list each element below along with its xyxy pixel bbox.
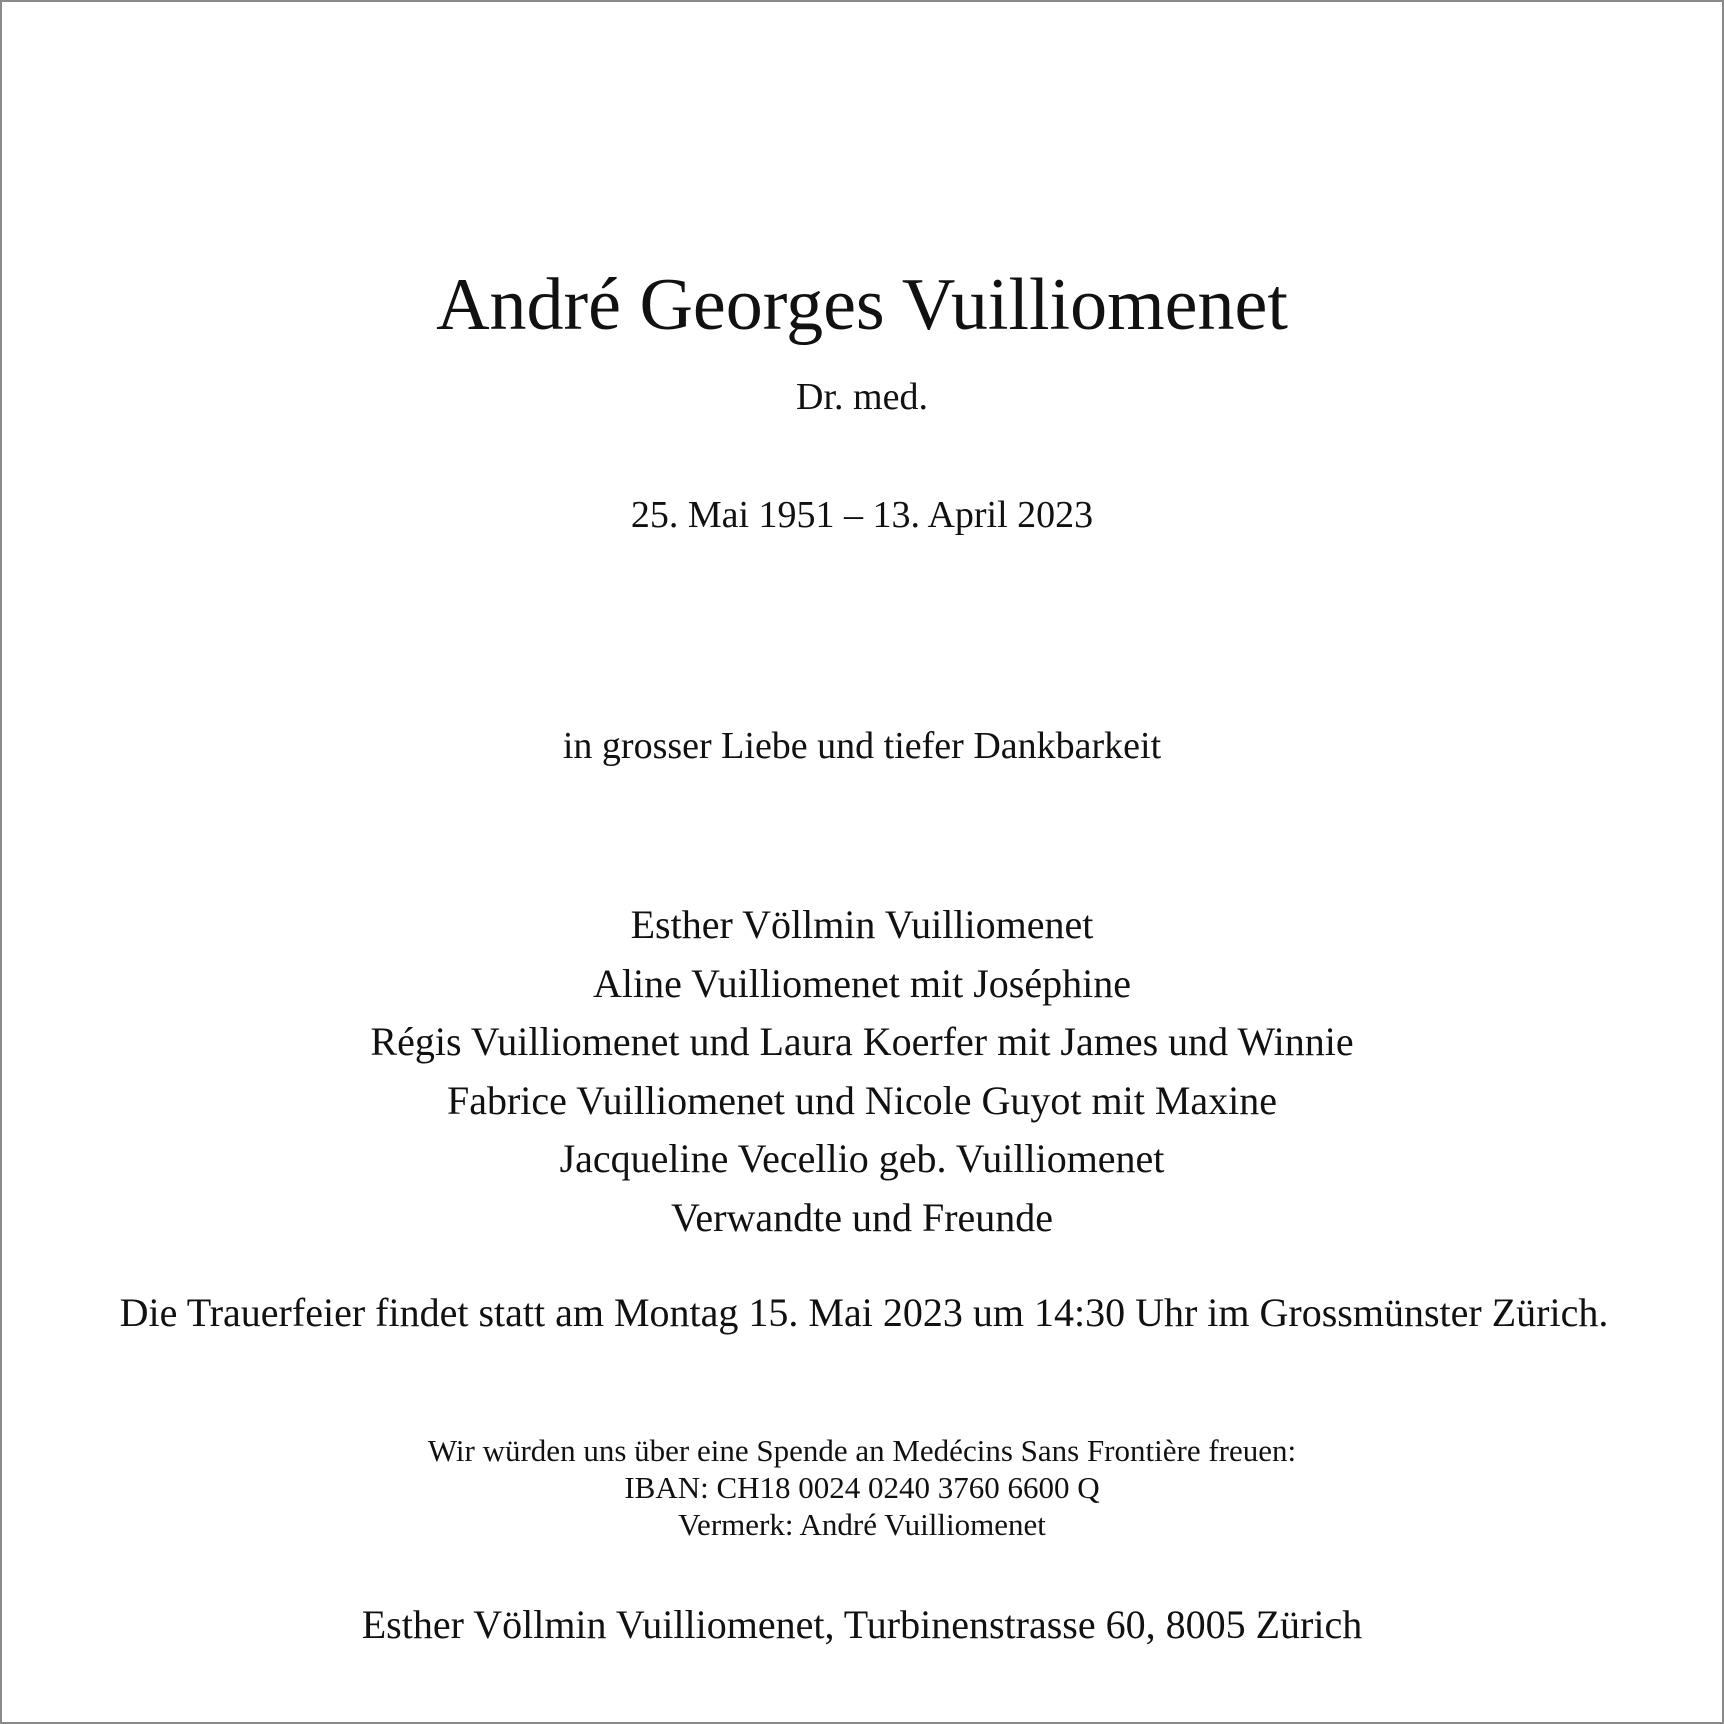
mourner-line: Fabrice Vuilliomenet und Nicole Guyot mit Maxine	[446, 1077, 1278, 1123]
donation-block	[2, 1432, 1722, 1543]
mourner-line: Esther Völlmin Vuilliomenet	[630, 902, 1094, 947]
academic-title: Dr. med.	[796, 376, 928, 418]
dedication-line: in grosser Liebe und tiefer Dankbarkeit	[562, 725, 1162, 767]
contact-address: Esther Völlmin Vuilliomenet, Turbinenstrasse 60, 8005 Zürich	[361, 1602, 1363, 1647]
mourner-line: Aline Vuilliomenet mit Joséphine	[593, 960, 1131, 1006]
donation-reference: Vermerk: André Vuilliomenet	[678, 1507, 1046, 1542]
life-dates: 25. Mai 1951 – 13. April 2023	[630, 494, 1094, 536]
mourner-line: Régis Vuilliomenet und Laura Koerfer mit James und Winnie	[370, 1019, 1354, 1064]
mourners-list	[2, 896, 1722, 1247]
mourner-line: Verwandte und Freunde	[670, 1194, 1054, 1240]
mourner-line: Jacqueline Vecellio geb. Vuilliomenet	[559, 1136, 1165, 1181]
deceased-name: André Georges Vuilliomenet	[436, 264, 1288, 346]
ceremony-announcement: Die Trauerfeier findet statt am Montag 15. Mai 2023 um 14:30 Uhr im Grossmünster Zürich.	[119, 1290, 1609, 1335]
donation-iban: IBAN: CH18 0024 0240 3760 6600 Q	[624, 1470, 1100, 1505]
donation-request: Wir würden uns über eine Spende an Medécins Sans Frontière freuen:	[427, 1433, 1297, 1468]
